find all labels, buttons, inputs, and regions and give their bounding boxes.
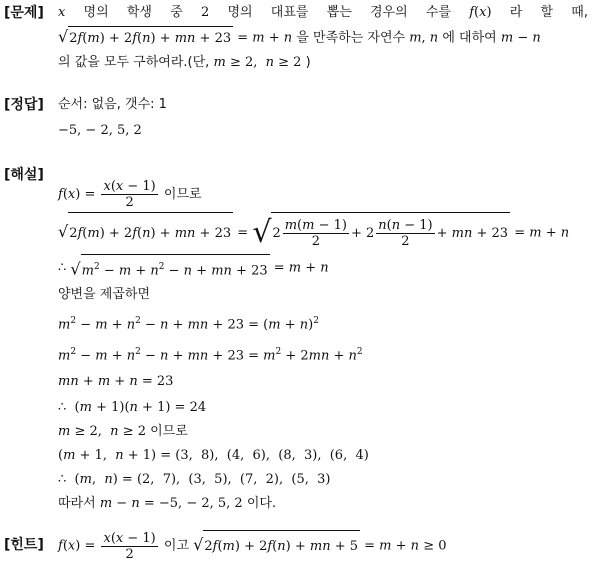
problem-line-3: 의 값을 모두 구하여라.(단, m ≥ 2, n ≥ 2 ): [58, 55, 311, 70]
solution-cond-line: m ≥ 2, n ≥ 2 이므로: [58, 423, 188, 439]
solution-square-text: 양변을 제곱하면: [58, 287, 151, 303]
solution-eq-1: $m^2 - m + n^2 - n$ + mn + $23 = (m + n)^2$: [58, 316, 319, 333]
problem-label: [문제]: [4, 5, 44, 21]
hint-label: [힌트]: [4, 537, 44, 553]
answer-line-1: 순서: 없음, 갯수: 1: [58, 97, 167, 112]
solution-eq-4: ∴ (m + 1)(n + 1) = 24: [58, 399, 207, 415]
solution-pairs-1: (m + 1, n + 1) = (3, 8), (4, 6), (8, 3), (6, 4): [58, 447, 369, 463]
solution-final-line: 따라서 m − n = −5, − 2, 5, 2 이다.: [58, 495, 277, 511]
problem-line-2: √2f(m) + 2f(n) + mn + 23 = m + n 을 만족하는 자연수 m, n 에 대하여 m − n: [58, 26, 588, 50]
solution-therefore-line-1: ∴ $√m^2 - m + n^2 - n$ + mn + 23 = m + n: [58, 254, 588, 282]
solution-sqrt-line: √2f(m) + 2f(n) + mn + 23 = √2 $\frac{m(m - 1)}{2}$ + 2 $\frac{n(n - 1)}{2}$ + mn + 23 = m + n: [58, 212, 588, 254]
solution-fx-line: f(x) = $\frac{x(x - 1)}{2}$ 이므로: [58, 179, 202, 210]
solution-label: [해설]: [4, 167, 44, 183]
hint-line: f(x) = $\frac{x(x - 1)}{2}$ 이고 √2f(m) + 2f(n) + mn + 5 = m + n ≥ 0: [58, 530, 447, 562]
solution-eq-3: mn + m + n = 23: [58, 373, 174, 389]
problem-line-1: x 명의 학생 중 2 명의 대표를 뽑는 경우의 수를 f(x) 라 할 때,: [58, 5, 588, 20]
answer-label: [정답]: [4, 97, 44, 113]
solution-eq-2: $m^2 - m + n^2 - n$ + mn + $23 = m^2 + 2mn + n^2$: [58, 346, 363, 363]
answer-line-2: −5, − 2, 5, 2: [58, 123, 142, 138]
solution-pairs-2: ∴ (m, n) = (2, 7), (3, 5), (7, 2), (5, 3): [58, 471, 331, 487]
